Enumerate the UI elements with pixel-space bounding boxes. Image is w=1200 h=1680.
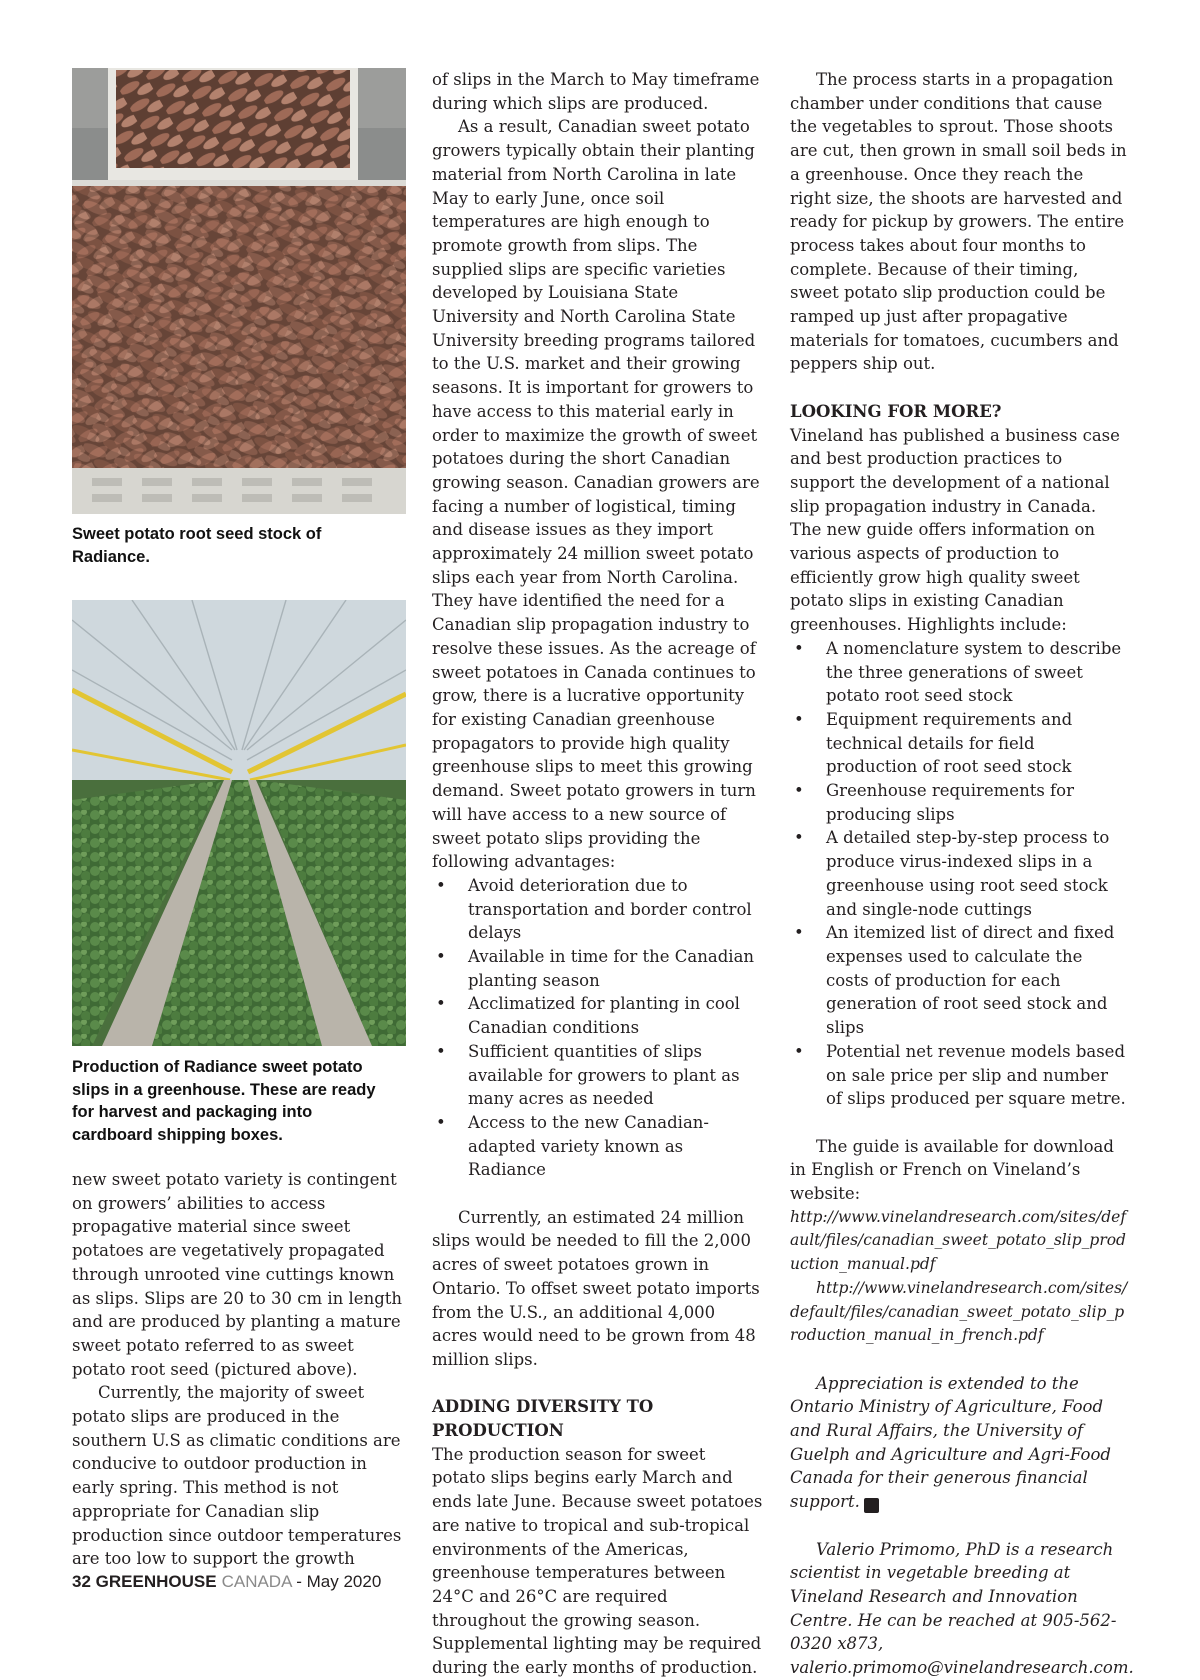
list-item: • Sufficient quantities of slips available for growers to plant as many acres as needed — [432, 1040, 764, 1111]
page-number: 32 — [72, 1572, 91, 1591]
list-item: • A detailed step-by-step process to produce virus-indexed slips in a greenhouse using root seed stock and single-node cuttings — [790, 826, 1128, 921]
acknowledgement — [790, 1372, 1128, 1514]
magazine-name-suffix: CANADA — [221, 1572, 292, 1591]
body-paragraph: The production season for sweet potato slips begins early March and ends late June. Because sweet potatoes are native to tropical and sub-tropical environments of the Americas, greenhouse temperatures between 24°C and 26°C are required throughout the growing season. Supplemental lighting may be required during the early months of production. — [432, 1444, 763, 1678]
greenhouse-photo — [72, 600, 406, 1046]
list-item: • Available in time for the Canadian planting season — [432, 945, 764, 992]
acknowledgement-text: Appreciation is extended to the Ontario Ministry of Agriculture, Food and Rural Affairs, the University of Guelph and Agriculture and Agri-Food Canada for their generous financial support. — [790, 1373, 1111, 1512]
magazine-name: GREENHOUSE — [95, 1572, 217, 1591]
body-paragraph: As a result, Canadian sweet potato growers typically obtain their planting material from North Carolina in late May to early June, once soil temperatures are high enough to promote growth from slips. The supplied slips are specific varieties developed by Louisiana State University and North Carolina State University breeding programs tailored to the U.S. market and their growing seasons. It is important for growers to have access to this material early in order to maximize the growth of sweet potatoes during the short Canadian growing season. Canadian growers are facing a number of logistical, timing and disease issues as they import approximately 24 million sweet potato slips each year from North Carolina. They have identified the need for a Canadian slip propagation industry to resolve these issues. As the acreage of sweet potatoes in Canada continues to grow, there is a lucrative opportunity for existing Canadian greenhouse propagators to provide high quality greenhouse slips to meet this growing demand. Sweet potato growers in turn will have access to a new source of sweet potato slips providing the following advantages: — [432, 117, 760, 872]
download-link-english[interactable]: http://www.vinelandresearch.com/sites/default/files/canadian_sweet_potato_slip_production_manual.pdf — [790, 1207, 1127, 1274]
sweet-potato-crates-image — [72, 68, 406, 514]
column-1 — [72, 68, 410, 1571]
greenhouse-image — [72, 600, 406, 1046]
list-item: • Greenhouse requirements for producing slips — [790, 779, 1128, 826]
issue-date: - May 2020 — [296, 1572, 382, 1591]
download-link-french[interactable]: http://www.vinelandresearch.com/sites/default/files/canadian_sweet_potato_slip_production_manual_in_french.pdf — [790, 1278, 1128, 1345]
body-paragraph: of slips in the March to May timeframe during which slips are produced. — [432, 70, 760, 113]
body-paragraph: Currently, an estimated 24 million slips would be needed to fill the 2,000 acres of sweet potatoes grown in Ontario. To offset sweet potato imports from the U.S., an additional 4,000 acres would need to be grown from 48 million slips. — [432, 1207, 760, 1369]
list-item: • An itemized list of direct and fixed expenses used to calculate the costs of production for each generation of root seed stock and slips — [790, 921, 1128, 1040]
advantages-list — [432, 874, 764, 1182]
sweet-potato-crates-photo — [72, 68, 406, 514]
column-2 — [432, 68, 764, 1680]
list-item: • Avoid deterioration due to transportation and border control delays — [432, 874, 764, 945]
photo-caption-2: Production of Radiance sweet potato slips in a greenhouse. These are ready for harvest and packaging into cardboard shipping boxes. — [72, 1058, 376, 1144]
section-heading: ADDING DIVERSITY TO PRODUCTION — [432, 1397, 654, 1441]
author-bio: Valerio Primomo, PhD is a research scientist in vegetable breeding at Vineland Research and Innovation Centre. He can be reached at 905-562-0320 x873, valerio.primomo@vinelandresearch.com. — [790, 1539, 1134, 1678]
section-heading: LOOKING FOR MORE? — [790, 401, 1002, 421]
body-paragraph: new sweet potato variety is contingent on growers’ abilities to access propagative material since sweet potatoes are vegetatively propagated through unrooted vine cuttings known as slips. Slips are 20 to 30 cm in length and are produced by planting a mature sweet potato referred to as sweet potato root seed (pictured above). — [72, 1170, 403, 1379]
highlights-list — [790, 637, 1128, 1111]
page-footer — [72, 1572, 381, 1592]
body-paragraph: The process starts in a propagation chamber under conditions that cause the vegetables to sprout. Those shoots are cut, then grown in small soil beds in a greenhouse. Once they reach the right size, the shoots are harvested and ready for pickup by growers. The entire process takes about four months to complete. Because of their timing, sweet potato slip production could be ramped up just after propagative materials for tomatoes, cucumbers and peppers ship out. — [790, 70, 1127, 374]
list-item: • A nomenclature system to describe the three generations of sweet potato root seed stock — [790, 637, 1128, 708]
end-of-article-icon: GC — [864, 1498, 879, 1513]
list-item: • Acclimatized for planting in cool Canadian conditions — [432, 992, 764, 1039]
body-paragraph: The guide is available for download in English or French on Vineland’s website: — [790, 1136, 1114, 1204]
list-item: • Potential net revenue models based on sale price per slip and number of slips produced per square metre. — [790, 1040, 1128, 1111]
column-3 — [790, 68, 1134, 1680]
body-paragraph: Currently, the majority of sweet potato slips are produced in the southern U.S as climatic conditions are conducive to outdoor production in early spring. This method is not appropriate for Canadian slip production since outdoor temperatures are too low to support the growth — [72, 1383, 402, 1569]
list-item: • Access to the new Canadian-adapted variety known as Radiance — [432, 1111, 764, 1182]
photo-caption-1: Sweet potato root seed stock of Radiance. — [72, 525, 322, 566]
list-item: • Equipment requirements and technical details for field production of root seed stock — [790, 708, 1128, 779]
body-paragraph: Vineland has published a business case and best production practices to support the development of a national slip propagation industry in Canada. The new guide offers information on various aspects of production to efficiently grow high quality sweet potato slips in existing Canadian greenhouses. Highlights include: — [790, 425, 1120, 635]
